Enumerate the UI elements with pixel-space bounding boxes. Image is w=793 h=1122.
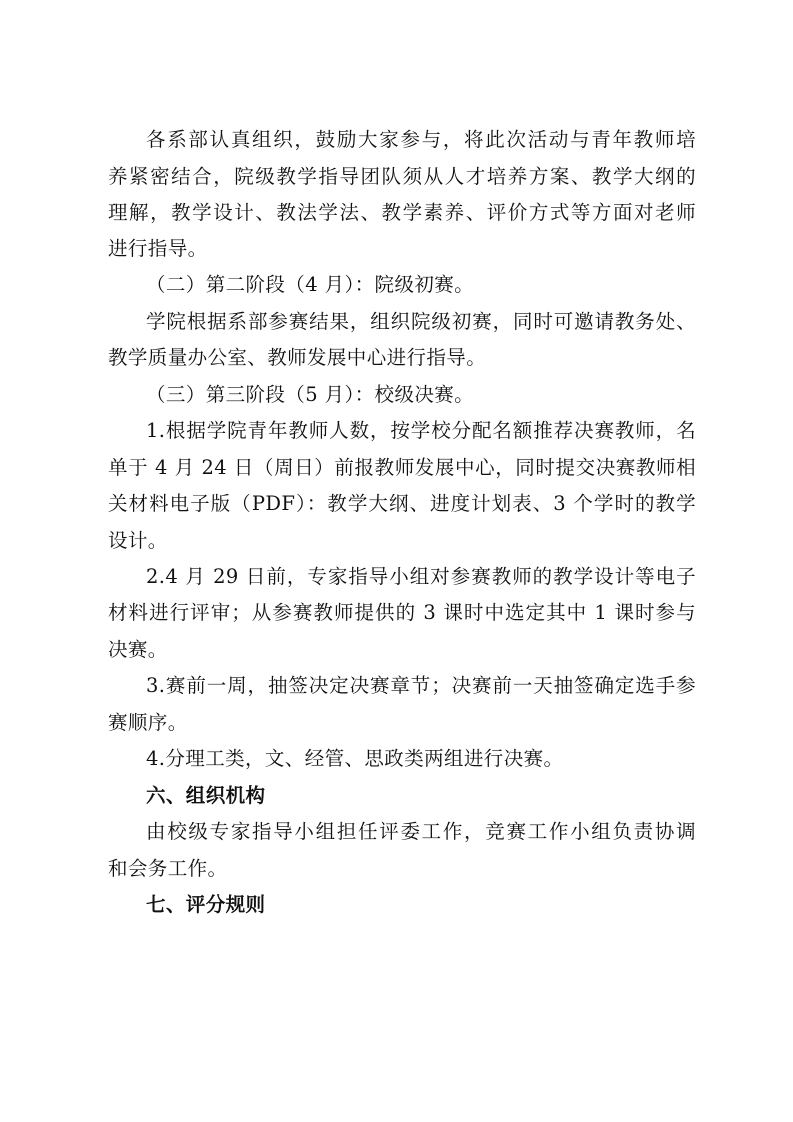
paragraph-line: 设计。 [108, 529, 168, 552]
paragraph-line: 决赛。 [108, 638, 168, 661]
paragraph-line: 关材料电子版（PDF）：教学大纲、进度计划表、3 个学时的教学 [108, 492, 696, 515]
paragraph-line: 养紧密结合，院级教学指导团队须从人才培养方案、教学大纲的 [108, 165, 696, 188]
section-heading: 六、组织机构 [146, 784, 266, 807]
paragraph-line: 2.4 月 29 日前，专家指导小组对参赛教师的教学设计等电子 [146, 565, 696, 588]
section-heading: （三）第三阶段（5 月）：校级决赛。 [146, 383, 475, 406]
paragraph-line: 理解，教学设计、教法学法、教学素养、评价方式等方面对老师 [108, 201, 696, 224]
paragraph-line: 材料进行评审；从参赛教师提供的 3 课时中选定其中 1 课时参与 [108, 601, 696, 624]
paragraph-line: 学院根据系部参赛结果，组织院级初赛，同时可邀请教务处、 [146, 310, 696, 333]
paragraph-line: 1.根据学院青年教师人数，按学校分配名额推荐决赛教师，名 [146, 419, 696, 442]
paragraph-line: 教学质量办公室、教师发展中心进行指导。 [108, 346, 487, 369]
paragraph-line: 赛顺序。 [108, 711, 188, 734]
section-heading: （二）第二阶段（4 月）：院级初赛。 [146, 273, 475, 296]
paragraph-line: 各系部认真组织，鼓励大家参与，将此次活动与青年教师培 [146, 128, 696, 151]
paragraph-line: 4.分理工类，文、经管、思政类两组进行决赛。 [146, 747, 564, 770]
paragraph-line: 由校级专家指导小组担任评委工作，竞赛工作小组负责协调 [146, 820, 696, 843]
paragraph-line: 单于 4 月 24 日（周日）前报教师发展中心，同时提交决赛教师相 [108, 456, 696, 479]
paragraph-line: 进行指导。 [108, 237, 208, 260]
paragraph-line: 和会务工作。 [108, 857, 228, 880]
paragraph-line: 3.赛前一周，抽签决定决赛章节；决赛前一天抽签确定选手参 [146, 674, 696, 697]
section-heading: 七、评分规则 [146, 893, 266, 916]
